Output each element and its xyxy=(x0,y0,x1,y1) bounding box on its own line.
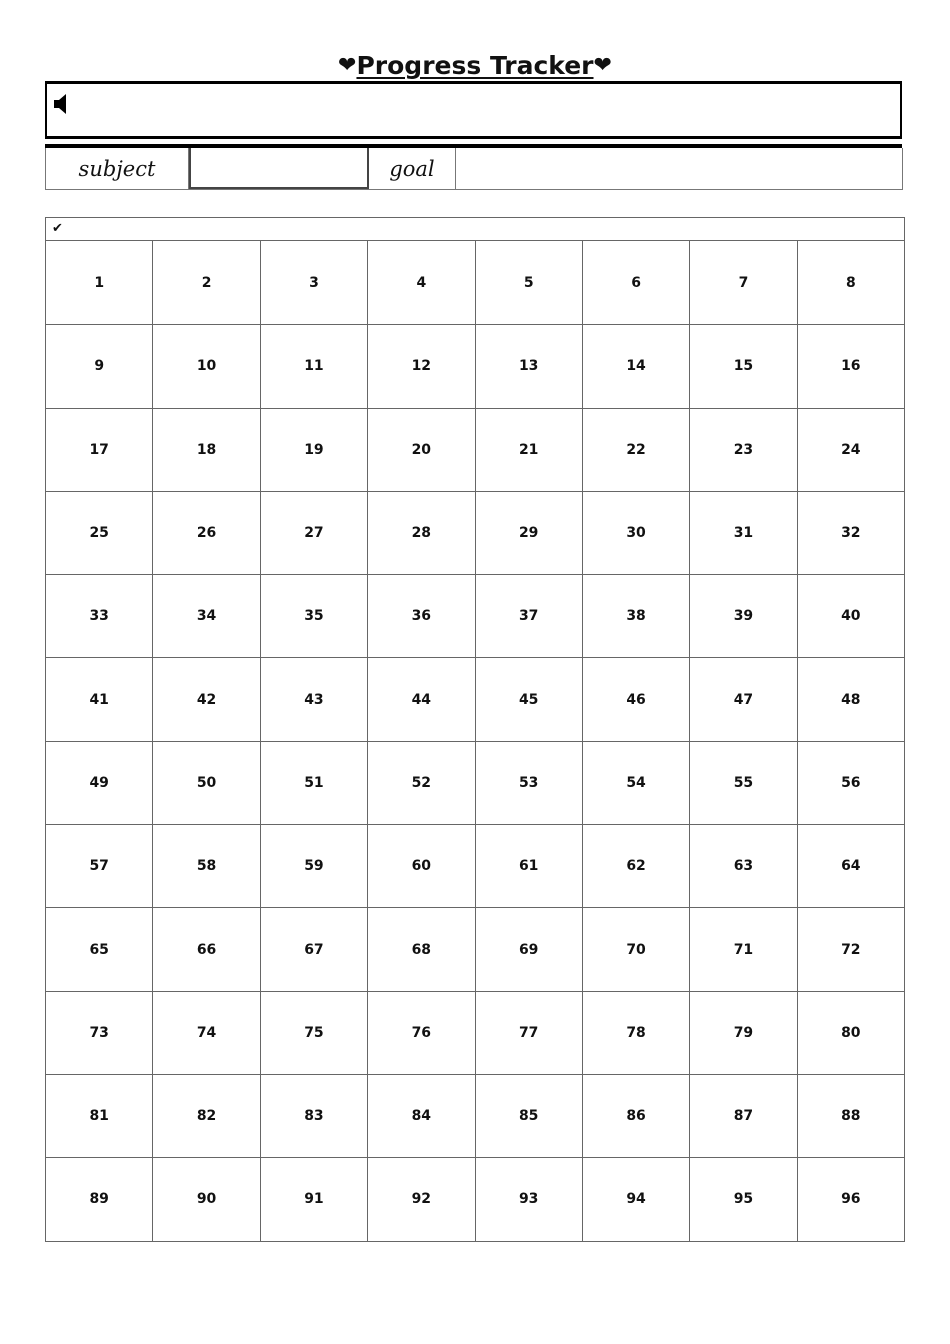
tracker-cell[interactable]: 68 xyxy=(368,907,475,990)
tracker-cell[interactable]: 23 xyxy=(690,408,797,491)
tracker-cell[interactable]: 73 xyxy=(46,991,153,1074)
tracker-cell[interactable]: 1 xyxy=(46,241,153,324)
tracker-cell[interactable]: 51 xyxy=(261,741,368,824)
tracker-cell[interactable]: 42 xyxy=(153,657,260,740)
heart-icon: ❤ xyxy=(338,53,357,78)
tracker-cell[interactable]: 65 xyxy=(46,907,153,990)
tracker-cell[interactable]: 67 xyxy=(261,907,368,990)
tracker-cell[interactable]: 3 xyxy=(261,241,368,324)
tracker-cell[interactable]: 45 xyxy=(476,657,583,740)
tracker-cell[interactable]: 75 xyxy=(261,991,368,1074)
grid-header xyxy=(45,217,905,241)
goal-field[interactable] xyxy=(456,148,902,189)
checkmark-icon: ✔ xyxy=(52,221,63,236)
tracker-cell[interactable]: 86 xyxy=(583,1074,690,1157)
tracker-cell[interactable]: 22 xyxy=(583,408,690,491)
tracker-cell[interactable]: 2 xyxy=(153,241,260,324)
tracker-cell[interactable]: 58 xyxy=(153,824,260,907)
tracker-cell[interactable]: 15 xyxy=(690,324,797,407)
tracker-cell[interactable]: 46 xyxy=(583,657,690,740)
info-row xyxy=(45,148,903,190)
tracker-cell[interactable]: 77 xyxy=(476,991,583,1074)
tracker-cell[interactable]: 14 xyxy=(583,324,690,407)
tracker-cell[interactable]: 18 xyxy=(153,408,260,491)
title-text: Progress Tracker xyxy=(356,51,594,80)
tracker-cell[interactable]: 9 xyxy=(46,324,153,407)
tracker-cell[interactable]: 85 xyxy=(476,1074,583,1157)
tracker-cell[interactable]: 34 xyxy=(153,574,260,657)
tracker-cell[interactable]: 10 xyxy=(153,324,260,407)
tracker-cell[interactable]: 12 xyxy=(368,324,475,407)
tracker-cell[interactable]: 59 xyxy=(261,824,368,907)
tracker-cell[interactable]: 53 xyxy=(476,741,583,824)
tracker-cell[interactable]: 82 xyxy=(153,1074,260,1157)
tracker-cell[interactable]: 26 xyxy=(153,491,260,574)
tracker-cell[interactable]: 83 xyxy=(261,1074,368,1157)
tracker-cell[interactable]: 11 xyxy=(261,324,368,407)
tracker-cell[interactable]: 27 xyxy=(261,491,368,574)
tracker-cell[interactable]: 13 xyxy=(476,324,583,407)
tracker-cell[interactable]: 88 xyxy=(798,1074,905,1157)
tracker-cell[interactable]: 6 xyxy=(583,241,690,324)
tracker-cell[interactable]: 90 xyxy=(153,1157,260,1240)
tracker-cell[interactable]: 84 xyxy=(368,1074,475,1157)
tracker-cell[interactable]: 89 xyxy=(46,1157,153,1240)
tracker-cell[interactable]: 43 xyxy=(261,657,368,740)
tracker-cell[interactable]: 50 xyxy=(153,741,260,824)
tracker-cell[interactable]: 76 xyxy=(368,991,475,1074)
tracker-cell[interactable]: 49 xyxy=(46,741,153,824)
divider xyxy=(45,136,902,139)
grid-body xyxy=(45,241,905,1242)
tracker-cell[interactable]: 52 xyxy=(368,741,475,824)
tracker-cell[interactable]: 37 xyxy=(476,574,583,657)
tracker-cell[interactable]: 79 xyxy=(690,991,797,1074)
tracker-cell[interactable]: 74 xyxy=(153,991,260,1074)
tracker-cell[interactable]: 19 xyxy=(261,408,368,491)
tracker-cell[interactable]: 55 xyxy=(690,741,797,824)
tracker-cell[interactable]: 28 xyxy=(368,491,475,574)
goal-label-cell xyxy=(369,148,456,189)
tracker-cell[interactable]: 21 xyxy=(476,408,583,491)
subject-label-cell xyxy=(46,148,189,189)
tracker-cell[interactable]: 56 xyxy=(798,741,905,824)
tracker-cell[interactable]: 81 xyxy=(46,1074,153,1157)
tracker-cell[interactable]: 25 xyxy=(46,491,153,574)
goal-label: goal xyxy=(389,156,435,181)
tracker-cell[interactable]: 5 xyxy=(476,241,583,324)
tracker-cell[interactable]: 48 xyxy=(798,657,905,740)
tracker-cell[interactable]: 33 xyxy=(46,574,153,657)
speaker-icon xyxy=(53,92,71,116)
tracker-cell[interactable]: 95 xyxy=(690,1157,797,1240)
tracker-cell[interactable]: 7 xyxy=(690,241,797,324)
tracker-cell[interactable]: 78 xyxy=(583,991,690,1074)
tracker-cell[interactable]: 92 xyxy=(368,1157,475,1240)
tracker-cell[interactable]: 80 xyxy=(798,991,905,1074)
tracker-cell[interactable]: 47 xyxy=(690,657,797,740)
tracker-cell[interactable]: 54 xyxy=(583,741,690,824)
heart-icon: ❤ xyxy=(593,53,612,78)
tracker-cell[interactable]: 64 xyxy=(798,824,905,907)
tracker-cell[interactable]: 61 xyxy=(476,824,583,907)
tracker-cell[interactable]: 66 xyxy=(153,907,260,990)
tracker-cell[interactable]: 20 xyxy=(368,408,475,491)
subject-field[interactable] xyxy=(189,148,369,189)
tracker-cell[interactable]: 17 xyxy=(46,408,153,491)
tracker-cell[interactable]: 29 xyxy=(476,491,583,574)
tracker-cell[interactable]: 57 xyxy=(46,824,153,907)
tracker-cell[interactable]: 62 xyxy=(583,824,690,907)
tracker-cell[interactable]: 72 xyxy=(798,907,905,990)
tracker-grid xyxy=(45,217,905,1242)
tracker-cell[interactable]: 87 xyxy=(690,1074,797,1157)
tracker-cell[interactable]: 38 xyxy=(583,574,690,657)
tracker-cell[interactable]: 96 xyxy=(798,1157,905,1240)
tracker-cell[interactable]: 40 xyxy=(798,574,905,657)
page-title xyxy=(0,48,950,83)
subject-label: subject xyxy=(78,156,156,181)
tracker-cell[interactable]: 16 xyxy=(798,324,905,407)
tracker-cell[interactable]: 91 xyxy=(261,1157,368,1240)
tracker-cell[interactable]: 69 xyxy=(476,907,583,990)
tracker-cell[interactable]: 4 xyxy=(368,241,475,324)
tracker-cell[interactable]: 94 xyxy=(583,1157,690,1240)
tracker-cell[interactable]: 8 xyxy=(798,241,905,324)
tracker-cell[interactable]: 35 xyxy=(261,574,368,657)
tracker-cell[interactable]: 41 xyxy=(46,657,153,740)
tracker-cell[interactable]: 71 xyxy=(690,907,797,990)
tracker-cell[interactable]: 63 xyxy=(690,824,797,907)
tracker-cell[interactable]: 31 xyxy=(690,491,797,574)
tracker-cell[interactable]: 70 xyxy=(583,907,690,990)
notes-box[interactable] xyxy=(45,81,902,138)
tracker-cell[interactable]: 60 xyxy=(368,824,475,907)
tracker-cell[interactable]: 39 xyxy=(690,574,797,657)
tracker-cell[interactable]: 30 xyxy=(583,491,690,574)
tracker-cell[interactable]: 32 xyxy=(798,491,905,574)
tracker-cell[interactable]: 44 xyxy=(368,657,475,740)
tracker-cell[interactable]: 24 xyxy=(798,408,905,491)
tracker-cell[interactable]: 93 xyxy=(476,1157,583,1240)
tracker-cell[interactable]: 36 xyxy=(368,574,475,657)
